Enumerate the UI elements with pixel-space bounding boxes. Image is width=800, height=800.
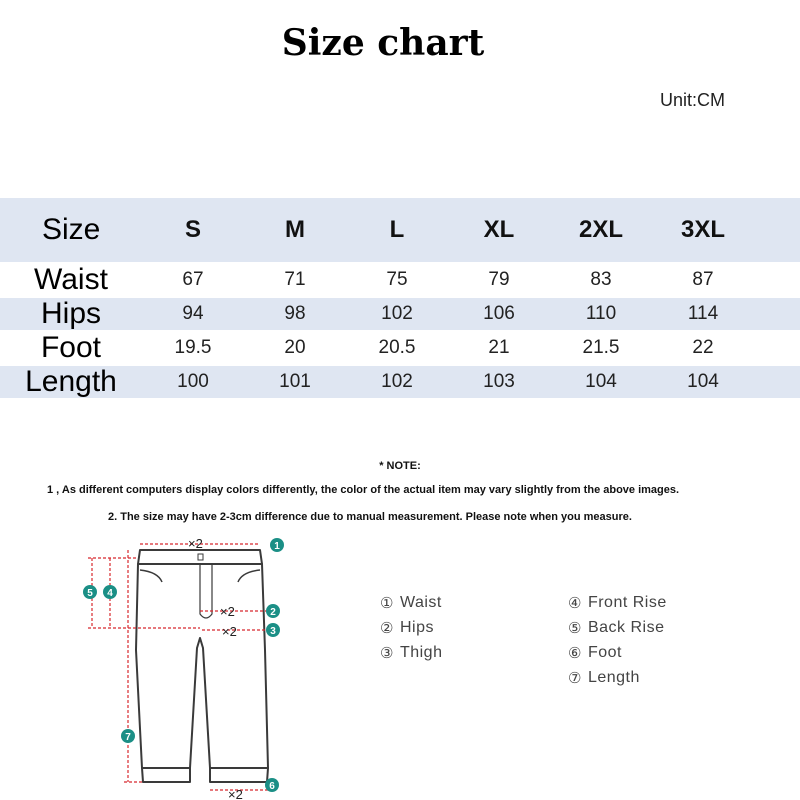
note-heading: * NOTE:	[379, 460, 421, 472]
marker-1-icon	[270, 538, 284, 552]
table-cell: 94	[182, 303, 204, 324]
marker-4-icon	[103, 585, 117, 599]
legend-label: Waist	[399, 593, 442, 611]
svg-text:3: 3	[270, 626, 276, 637]
table-cell: 20.5	[378, 337, 416, 358]
size-col-3xl: 3XL	[680, 216, 725, 243]
legend-label: Hips	[399, 618, 434, 636]
svg-text:1: 1	[274, 541, 280, 552]
table-cell: 103	[483, 371, 515, 392]
button-shape	[198, 554, 203, 560]
times-two-label: ×2	[228, 787, 243, 800]
marker-6-icon	[265, 778, 279, 792]
table-cell: 19.5	[174, 337, 212, 358]
row-label-foot: Foot	[40, 331, 102, 364]
table-cell: 100	[177, 371, 209, 392]
table-cell: 106	[483, 303, 515, 324]
table-cell: 79	[488, 269, 510, 290]
legend-label: Length	[587, 668, 640, 686]
times-two-label: ×2	[220, 604, 235, 619]
table-cell: 21	[488, 337, 510, 358]
table-cell: 101	[279, 371, 311, 392]
table-cell: 98	[284, 303, 306, 324]
right-cuff-outline	[210, 768, 268, 782]
circled-number-icon: ⑥	[568, 644, 582, 662]
table-cell: 67	[182, 269, 204, 290]
svg-text:2: 2	[270, 607, 276, 618]
fly-outline	[200, 564, 212, 618]
legend-label: Front Rise	[587, 593, 667, 611]
table-cell: 104	[585, 371, 617, 392]
legend-item	[380, 615, 442, 640]
note-line-2: 2. The size may have 2-3cm difference due to manual measurement. Please note when you measure.	[108, 511, 632, 523]
size-col-m: M	[285, 216, 305, 243]
table-cell: 83	[590, 269, 612, 290]
legend-right	[568, 590, 667, 690]
svg-text:5: 5	[87, 588, 93, 599]
marker-3-icon	[266, 623, 280, 637]
times-two-label: ×2	[188, 536, 203, 551]
legend-item	[380, 590, 442, 615]
size-table	[0, 198, 800, 398]
size-col-xl: XL	[483, 216, 515, 243]
table-row-waist	[0, 264, 800, 296]
legend-item	[568, 590, 667, 615]
size-col-2xl: 2XL	[578, 216, 623, 243]
circled-number-icon: ①	[380, 594, 394, 612]
table-cell: 102	[381, 303, 413, 324]
svg-text:7: 7	[125, 732, 131, 743]
trousers-outline	[136, 564, 268, 768]
legend-item	[568, 665, 667, 690]
table-cell: 102	[381, 371, 413, 392]
table-cell: 75	[386, 269, 408, 290]
row-label-waist: Waist	[34, 263, 108, 296]
circled-number-icon: ③	[380, 644, 394, 662]
right-pocket-outline	[238, 570, 260, 582]
times-two-label: ×2	[222, 624, 237, 639]
table-cell: 110	[585, 303, 617, 324]
table-cell: 21.5	[582, 337, 620, 358]
legend-item	[380, 640, 442, 665]
table-cell: 114	[687, 303, 719, 324]
legend-label: Back Rise	[587, 618, 665, 636]
table-cell: 104	[687, 371, 719, 392]
size-col-l: L	[389, 216, 405, 243]
notes-section	[0, 460, 800, 484]
note-line-1: 1 , As different computers display colors differently, the color of the actual item may vary slightly from the above images.	[47, 484, 680, 496]
circled-number-icon: ⑦	[568, 669, 582, 687]
circled-number-icon: ④	[568, 594, 582, 612]
table-row-hips	[0, 298, 800, 330]
size-col-s: S	[184, 216, 201, 243]
table-cell: 87	[692, 269, 714, 290]
legend-label: Thigh	[399, 643, 443, 661]
table-cell: 71	[284, 269, 306, 290]
legend-item	[568, 615, 667, 640]
svg-text:6: 6	[269, 781, 275, 792]
table-row-foot	[0, 332, 800, 364]
marker-5-icon	[83, 585, 97, 599]
size-header-row	[0, 198, 800, 262]
unit-label: Unit:CM	[660, 90, 726, 110]
waistband-outline	[138, 550, 262, 564]
marker-7-icon	[121, 729, 135, 743]
trousers-diagram	[70, 530, 310, 800]
circled-number-icon: ⑤	[568, 619, 582, 637]
legend-left	[380, 590, 442, 665]
row-label-length: Length	[25, 365, 117, 398]
left-cuff-outline	[142, 768, 190, 782]
size-header-label: Size	[42, 213, 101, 246]
row-label-hips: Hips	[40, 297, 101, 330]
left-pocket-outline	[140, 570, 162, 582]
marker-2-icon	[266, 604, 280, 618]
table-cell: 22	[692, 337, 714, 358]
legend-item	[568, 640, 667, 665]
legend-label: Foot	[587, 643, 622, 661]
table-row-length	[0, 366, 800, 398]
circled-number-icon: ②	[380, 619, 394, 637]
svg-text:4: 4	[107, 588, 113, 599]
page-title: Size chart	[281, 22, 485, 64]
table-cell: 20	[284, 337, 306, 358]
